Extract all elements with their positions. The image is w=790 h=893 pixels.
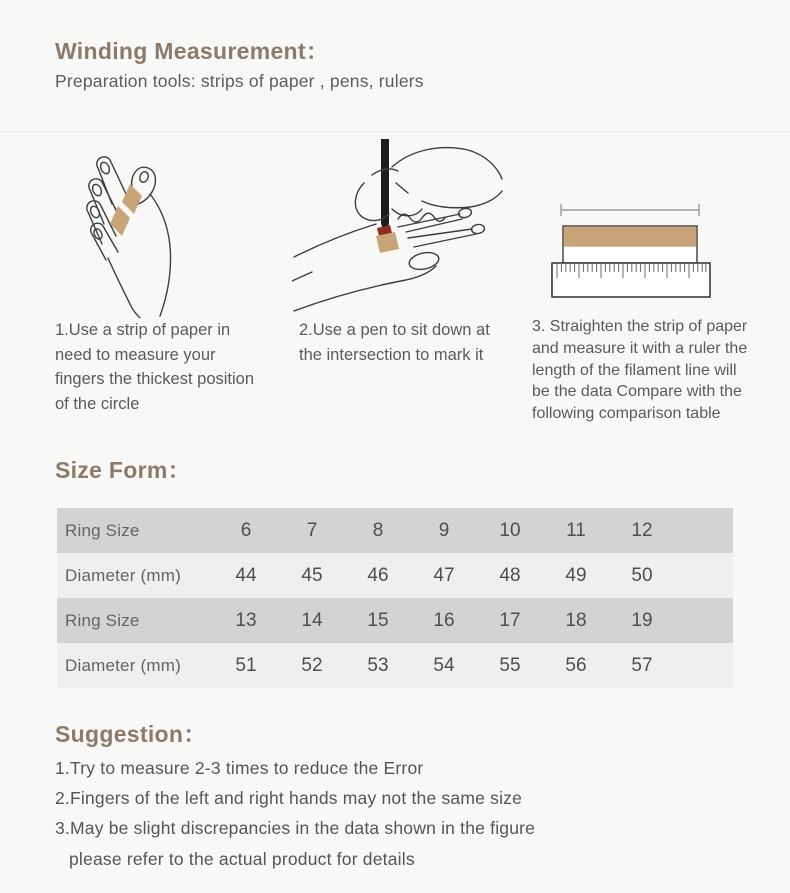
suggestion-title: Suggestion： bbox=[55, 721, 207, 747]
step-1-caption: 1.Use a strip of paper in need to measure your fingers the thickest position of the circle bbox=[55, 321, 255, 413]
ring-size-value: 16 bbox=[433, 609, 455, 631]
suggestion-item-3-continued: please refer to the actual product for details bbox=[69, 848, 415, 869]
table-row bbox=[57, 643, 733, 688]
page-subtitle: Preparation tools: strips of paper , pens, rulers bbox=[55, 71, 424, 91]
ruler-measure-illustration bbox=[548, 196, 714, 300]
diameter-value: 51 bbox=[235, 654, 257, 676]
diameter-value: 44 bbox=[235, 564, 257, 586]
ring-size-value: 19 bbox=[631, 609, 653, 631]
ring-size-value: 7 bbox=[306, 519, 318, 541]
row-label: Ring Size bbox=[65, 610, 140, 630]
diameter-value: 56 bbox=[565, 654, 587, 676]
diameter-value: 52 bbox=[301, 654, 323, 676]
diameter-value: 55 bbox=[499, 654, 521, 676]
row-label: Diameter (mm) bbox=[65, 655, 181, 675]
diameter-value: 49 bbox=[565, 564, 587, 586]
hand-with-paper-strip-illustration bbox=[82, 146, 207, 318]
row-label: Ring Size bbox=[65, 520, 140, 540]
ring-size-value: 15 bbox=[367, 609, 389, 631]
pen-marking-illustration bbox=[292, 139, 504, 325]
suggestion-item-2: 2.Fingers of the left and right hands may not the same size bbox=[55, 788, 523, 809]
ruler-icon bbox=[552, 263, 710, 297]
step-2-caption: 2.Use a pen to sit down at the intersection to mark it bbox=[299, 321, 490, 364]
diameter-value: 53 bbox=[367, 654, 389, 676]
page-title: Winding Measurement： bbox=[55, 38, 330, 64]
hand-line-art-icon bbox=[82, 146, 207, 318]
pen-marking-line-art-icon bbox=[292, 139, 504, 325]
divider bbox=[0, 131, 790, 132]
table-row bbox=[57, 508, 733, 553]
table-row bbox=[57, 598, 733, 643]
suggestion-list bbox=[55, 753, 705, 874]
ring-size-value: 14 bbox=[301, 609, 323, 631]
ring-size-value: 6 bbox=[240, 519, 252, 541]
diameter-value: 46 bbox=[367, 564, 389, 586]
ring-size-value: 12 bbox=[631, 519, 653, 541]
diameter-value: 47 bbox=[433, 564, 455, 586]
pen-icon bbox=[381, 139, 389, 223]
diameter-value: 50 bbox=[631, 564, 653, 586]
diameter-value: 45 bbox=[301, 564, 323, 586]
suggestion-item-1: 1.Try to measure 2-3 times to reduce the Error bbox=[55, 758, 424, 778]
ruler-line-art-icon bbox=[548, 196, 714, 300]
ring-size-value: 10 bbox=[499, 519, 521, 541]
diameter-value: 48 bbox=[499, 564, 521, 586]
table-row bbox=[57, 553, 733, 598]
suggestion-item-3: 3.May be slight discrepancies in the data shown in the figure bbox=[55, 818, 536, 839]
diameter-value: 57 bbox=[631, 654, 653, 676]
row-label: Diameter (mm) bbox=[65, 565, 181, 585]
diameter-value: 54 bbox=[433, 654, 455, 676]
ring-size-value: 13 bbox=[235, 609, 257, 631]
step-3-caption: 3. Straighten the strip of paper and measure it with a ruler the length of the filament line will be the data Compare with the following comparison table bbox=[532, 318, 748, 423]
size-comparison-table bbox=[57, 508, 733, 688]
ring-size-value: 9 bbox=[438, 519, 450, 541]
size-form-title: Size Form： bbox=[55, 457, 191, 483]
ring-size-value: 8 bbox=[372, 519, 384, 541]
ring-size-value: 18 bbox=[565, 609, 587, 631]
ring-size-value: 11 bbox=[566, 519, 586, 541]
ring-size-value: 17 bbox=[499, 609, 521, 631]
